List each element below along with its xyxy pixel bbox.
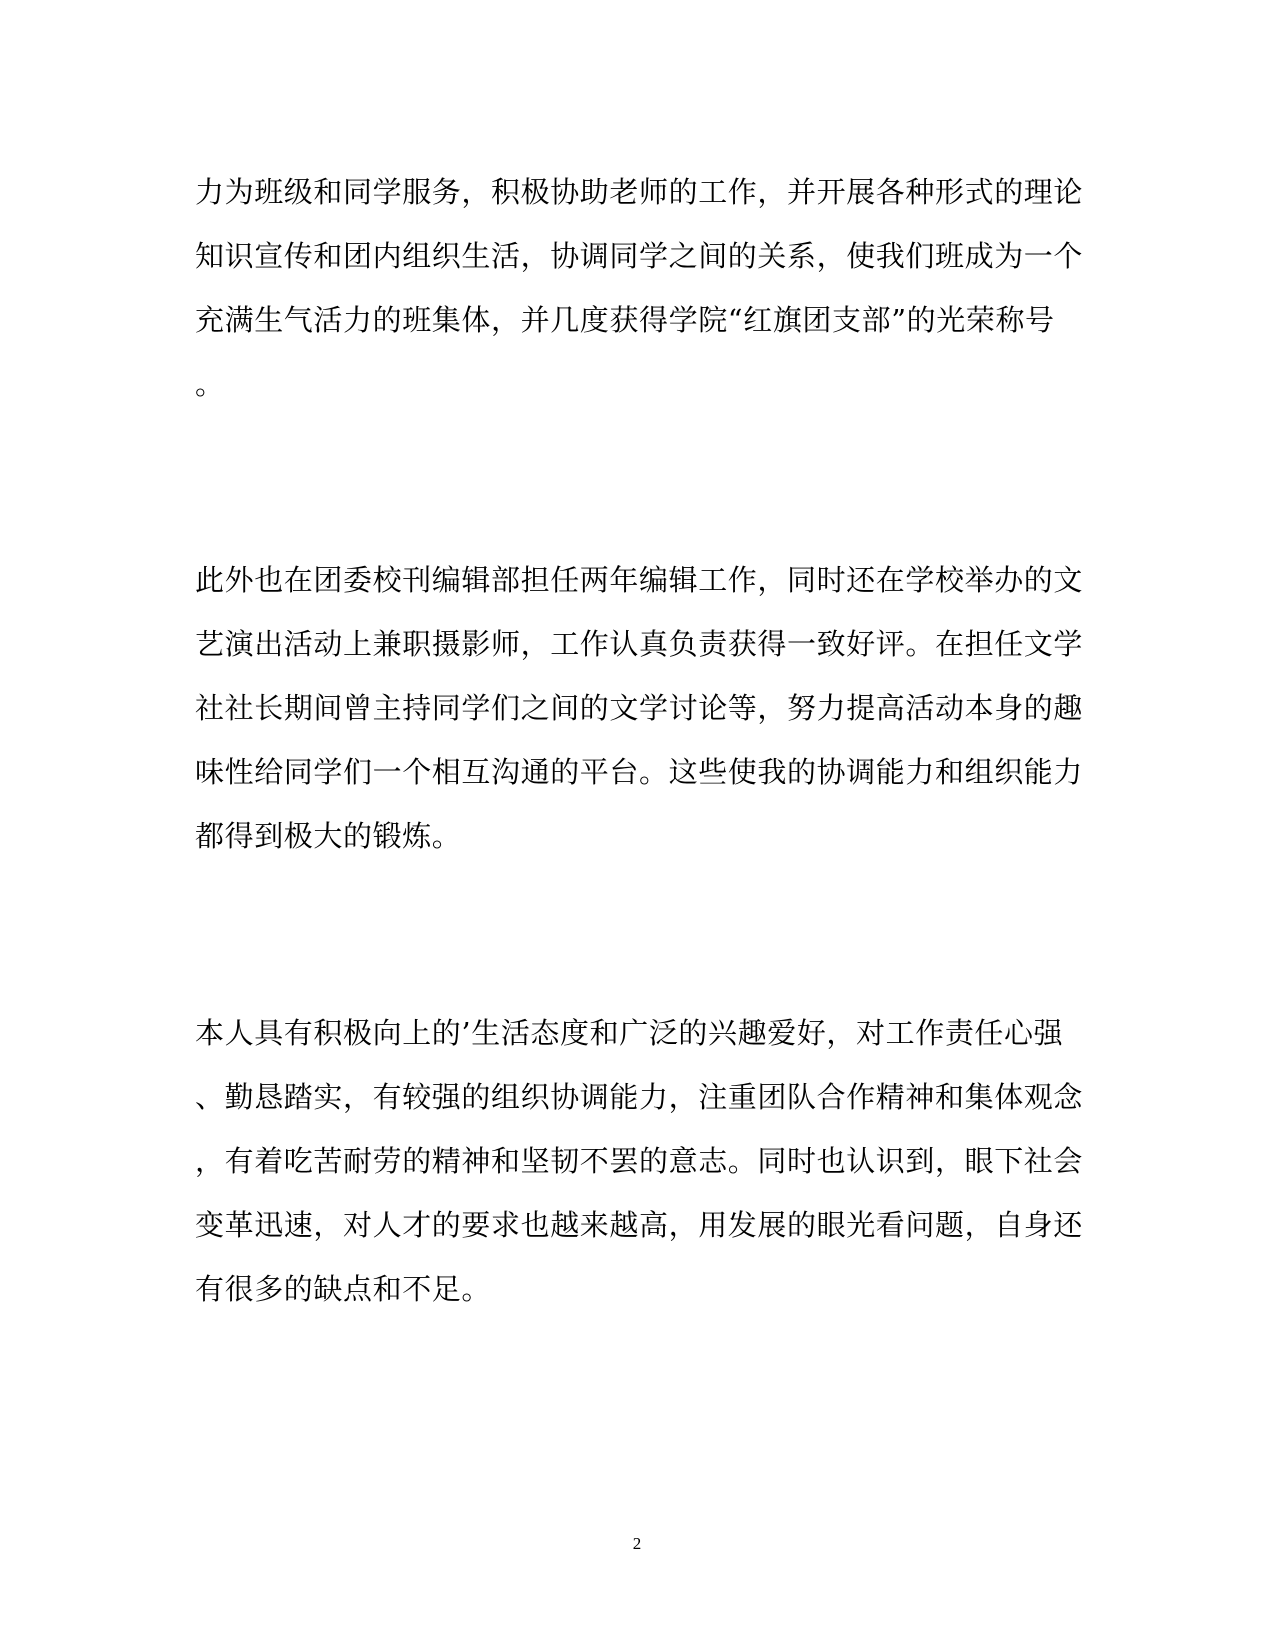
text-line: 味性给同学们一个相互沟通的平台。这些使我的协调能力和组织能力: [195, 755, 1084, 789]
paragraph-3: [195, 1001, 1084, 1321]
text-line: 力为班级和同学服务，积极协助老师的工作，并开展各种形式的理论: [195, 175, 1084, 209]
text-line: 社社长期间曾主持同学们之间的文学讨论等，努力提高活动本身的趣: [195, 691, 1084, 725]
text-line: 此外也在团委校刊编辑部担任两年编辑工作，同时还在学校举办的文: [195, 563, 1084, 597]
text-line: ，有着吃苦耐劳的精神和坚韧不罢的意志。同时也认识到，眼下社会: [195, 1144, 1084, 1178]
text-line: 变革迅速，对人才的要求也越来越高，用发展的眼光看问题，自身还: [195, 1208, 1084, 1242]
text-line: 艺演出活动上兼职摄影师，工作认真负责获得一致好评。在担任文学: [195, 627, 1084, 661]
text-line: 都得到极大的锻炼。: [195, 819, 462, 853]
text-line: 有很多的缺点和不足。: [195, 1272, 492, 1306]
text-line: 充满生气活力的班集体，并几度获得学院“红旗团支部”的光荣称号: [195, 303, 1055, 337]
paragraph-1: [195, 160, 1084, 416]
text-line: 本人具有积极向上的’生活态度和广泛的兴趣爱好，对工作责任心强: [195, 1016, 1064, 1050]
page-number: 2: [632, 1534, 642, 1553]
paragraph-2: [195, 548, 1084, 868]
text-line: 、勤恳踏实，有较强的组织协调能力，注重团队合作精神和集体观念: [195, 1080, 1084, 1114]
text-line: 知识宣传和团内组织生活，协调同学之间的关系，使我们班成为一个: [195, 239, 1084, 273]
text-line: 。: [195, 367, 225, 401]
